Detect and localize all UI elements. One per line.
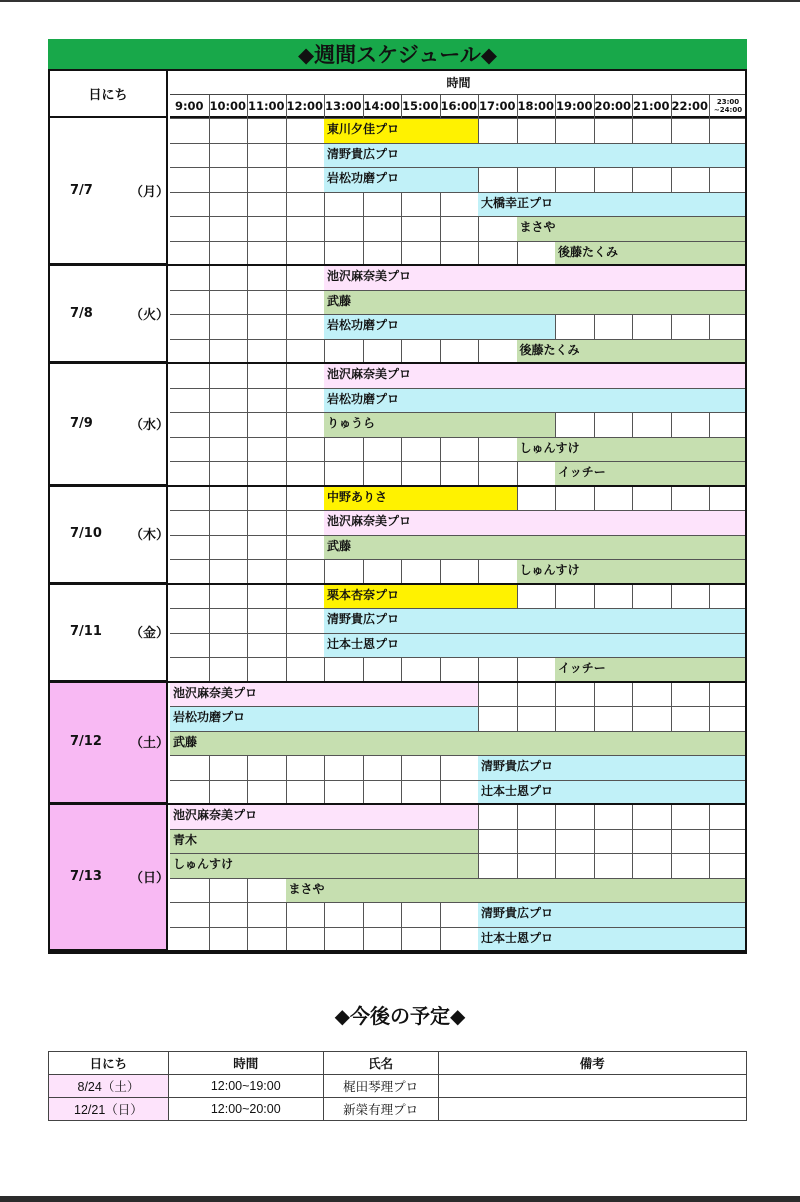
- upcoming-name: 新榮有理プロ: [323, 1098, 438, 1121]
- shift-name: 清野貴広プロ: [481, 906, 554, 920]
- shift-name: 清野貴広プロ: [327, 146, 400, 161]
- shift-name: 池沢麻奈美プロ: [173, 808, 258, 822]
- day-cell: [50, 682, 168, 805]
- upcoming-header-note: 備考: [438, 1052, 747, 1075]
- upcoming-name: 梶田琴理プロ: [323, 1075, 438, 1098]
- grid-row-line: [170, 633, 747, 634]
- grid-row-line: [170, 118, 747, 119]
- day-weekday: （火）: [130, 307, 170, 323]
- bottom-frame-line: [0, 1196, 800, 1202]
- hour-header: 11:00: [247, 95, 286, 118]
- top-frame-line: [0, 0, 800, 2]
- day-separator-line: [50, 583, 747, 585]
- grid-row-line: [170, 461, 747, 462]
- hour-header: 14:00: [363, 95, 402, 118]
- grid-row-line: [170, 927, 747, 928]
- day-date: 7/9: [70, 415, 93, 431]
- day-separator-line: [50, 362, 747, 364]
- hour-header: 12:00: [286, 95, 325, 118]
- upcoming-row: [49, 1075, 747, 1098]
- hour-header: 22:00: [671, 95, 710, 118]
- shift-name: 辻本士恩プロ: [327, 636, 400, 651]
- day-cell: [50, 118, 168, 265]
- grid-row-line: [170, 731, 747, 732]
- upcoming-date: 12/21（日）: [49, 1098, 169, 1121]
- grid-row-line: [170, 706, 747, 707]
- shift-name: 岩松功磨プロ: [327, 391, 400, 406]
- upcoming-header-date: 日にち: [49, 1052, 169, 1075]
- grid-row-line: [170, 192, 747, 193]
- upcoming-date: 8/24（土）: [49, 1075, 169, 1098]
- upcoming-note: [438, 1075, 747, 1098]
- shift-name: 池沢麻奈美プロ: [327, 514, 412, 528]
- grid-row-line: [170, 853, 747, 854]
- date-column-header: 日にち: [50, 71, 168, 118]
- shift-name: 中野ありさ: [327, 489, 388, 504]
- day-date: 7/13: [70, 869, 102, 884]
- shift-bar: [170, 731, 747, 756]
- day-weekday: （日）: [130, 871, 170, 886]
- time-column-header: 時間: [170, 71, 747, 95]
- hour-header: 20:00: [594, 95, 633, 118]
- grid-row-line: [170, 216, 747, 217]
- shift-bar: [324, 535, 747, 560]
- shift-name: 辻本士恩プロ: [481, 930, 554, 945]
- day-date: 7/12: [70, 734, 102, 750]
- shift-name: 後藤たくみ: [558, 244, 619, 259]
- day-separator-line: [50, 485, 747, 487]
- shift-name: 武藤: [173, 734, 198, 749]
- shift-name: 栗本杏奈プロ: [327, 587, 400, 602]
- shift-name: 東川夕佳プロ: [327, 122, 400, 136]
- grid-row-line: [170, 510, 747, 511]
- shift-name: 清野貴広プロ: [327, 612, 400, 626]
- grid-row-line: [170, 657, 747, 658]
- day-separator-line: [50, 681, 747, 683]
- day-cell: [50, 265, 168, 363]
- upcoming-row: [49, 1098, 747, 1121]
- shift-name: まさや: [288, 881, 325, 896]
- day-separator-line: [50, 264, 747, 266]
- shift-name: 武藤: [327, 293, 352, 308]
- day-cell: [50, 804, 168, 951]
- shift-name: しゅんすけ: [519, 440, 580, 455]
- shift-name: 岩松功磨プロ: [173, 710, 246, 724]
- grid-row-line: [170, 290, 747, 291]
- hour-header: 15:00: [401, 95, 440, 118]
- day-weekday: （土）: [130, 736, 170, 752]
- grid-row-line: [170, 437, 747, 438]
- shift-name: イッチー: [558, 661, 606, 675]
- upcoming-time: 12:00~20:00: [168, 1098, 323, 1121]
- shift-name: しゅんすけ: [173, 857, 234, 871]
- grid-row-line: [170, 412, 747, 413]
- day-weekday: （月）: [130, 185, 170, 200]
- grid-row-line: [170, 780, 747, 781]
- shift-name: 大橋幸正プロ: [481, 195, 554, 210]
- grid-row-line: [170, 535, 747, 536]
- shift-name: イッチー: [558, 465, 606, 479]
- hour-header: 17:00: [478, 95, 517, 118]
- day-date: 7/8: [70, 305, 93, 321]
- shift-name: 清野貴広プロ: [481, 759, 554, 773]
- day-date: 7/11: [70, 624, 102, 639]
- grid-row-line: [170, 829, 747, 830]
- upcoming-table: [48, 1051, 747, 1121]
- day-cell: [50, 584, 168, 682]
- shift-name: 池沢麻奈美プロ: [173, 685, 258, 700]
- upcoming-note: [438, 1098, 747, 1121]
- shift-name: 岩松功磨プロ: [327, 171, 400, 185]
- shift-name: 後藤たくみ: [519, 342, 580, 357]
- grid-row-line: [170, 608, 747, 609]
- upcoming-header-row: [49, 1052, 747, 1075]
- day-date: 7/7: [70, 183, 93, 198]
- grid-row-line: [170, 314, 747, 315]
- hour-header: 19:00: [555, 95, 594, 118]
- hour-header: 13:00: [324, 95, 363, 118]
- grid-row-line: [170, 902, 747, 903]
- page-title: ◆週間スケジュール◆: [48, 39, 747, 69]
- day-date: 7/10: [70, 526, 102, 541]
- hour-header: 9:00: [170, 95, 209, 118]
- shift-name: りゅうら: [327, 416, 376, 430]
- day-weekday: （金）: [130, 626, 170, 641]
- shift-name: しゅんすけ: [519, 563, 580, 577]
- day-separator-line: [50, 803, 747, 805]
- hour-header-last: 23:00 ~24:00: [709, 95, 747, 118]
- upcoming-time: 12:00~19:00: [168, 1075, 323, 1098]
- grid-row-line: [170, 241, 747, 242]
- shift-name: 青木: [173, 832, 198, 847]
- day-weekday: （水）: [130, 417, 170, 433]
- shift-name: 池沢麻奈美プロ: [327, 367, 412, 381]
- upcoming-header-time: 時間: [168, 1052, 323, 1075]
- grid-row-line: [170, 755, 747, 756]
- shift-name: 池沢麻奈美プロ: [327, 269, 412, 283]
- upcoming-header-name: 氏名: [323, 1052, 438, 1075]
- shift-name: まさや: [519, 220, 556, 234]
- hour-header: 18:00: [517, 95, 556, 118]
- grid-row-line: [170, 388, 747, 389]
- hour-header: 16:00: [440, 95, 479, 118]
- day-cell: [50, 363, 168, 486]
- grid-row-line: [170, 878, 747, 879]
- upcoming-title: ◆今後の予定◆: [334, 1004, 466, 1028]
- grid-row-line: [170, 167, 747, 168]
- day-weekday: （木）: [130, 528, 170, 543]
- shift-name: 岩松功磨プロ: [327, 318, 400, 332]
- day-separator-line: [50, 950, 747, 952]
- shift-name: 辻本士恩プロ: [481, 783, 554, 798]
- shift-name: 武藤: [327, 538, 352, 553]
- grid-row-line: [170, 339, 747, 340]
- grid-row-line: [170, 559, 747, 560]
- shift-bar: [286, 878, 748, 903]
- hour-header: 10:00: [209, 95, 248, 118]
- hour-header: 21:00: [632, 95, 671, 118]
- shift-bar: [170, 829, 478, 854]
- grid-row-line: [170, 143, 747, 144]
- shift-bar: [324, 290, 747, 315]
- day-cell: [50, 486, 168, 584]
- weekly-schedule-grid: [48, 69, 747, 954]
